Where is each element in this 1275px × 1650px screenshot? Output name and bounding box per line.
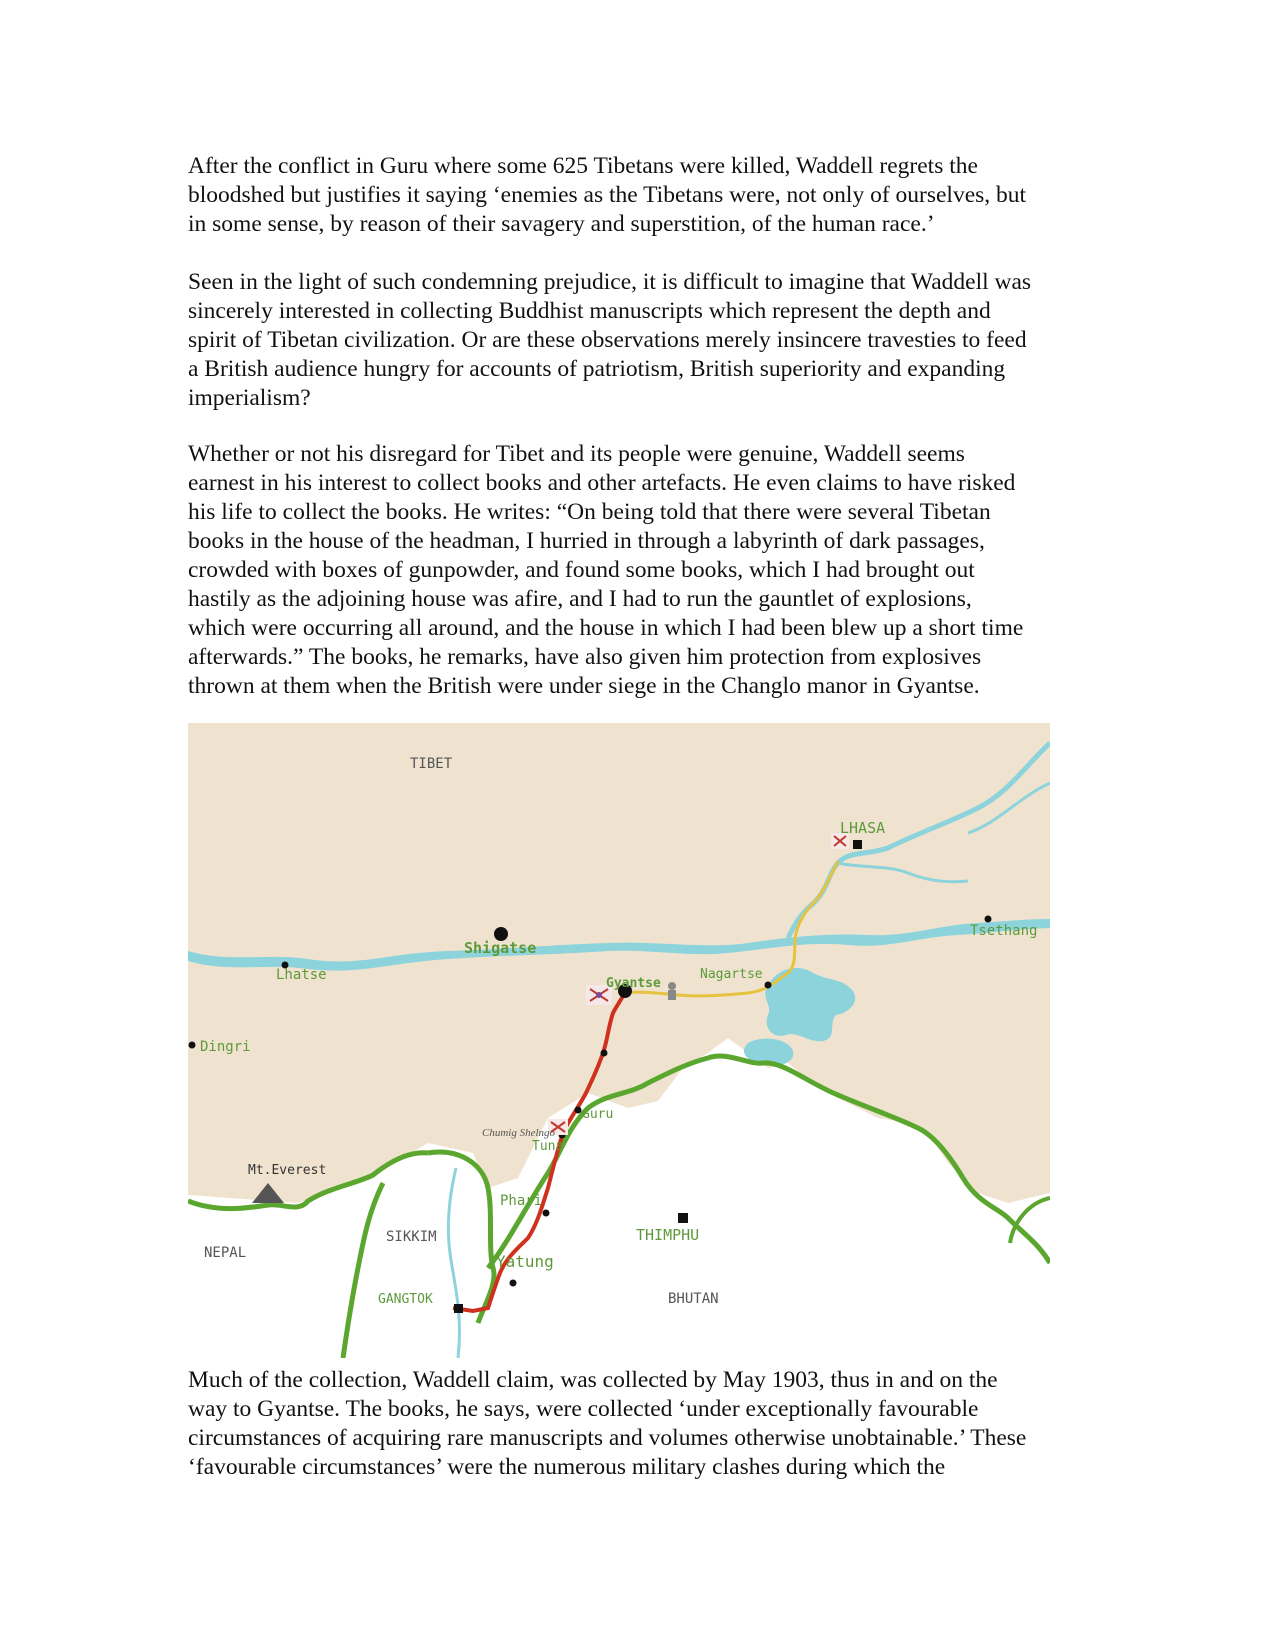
label-gangtok: GANGTOK xyxy=(378,1292,433,1307)
nagartse-dot-icon xyxy=(765,982,772,989)
label-phari: Phari xyxy=(500,1193,543,1209)
label-sikkim: SIKKIM xyxy=(386,1229,437,1245)
paragraph-prejudice: Seen in the light of such condemning prejudice, it is difficult to imagine that Waddell was sincerely interested in collecting Buddhist manuscripts which represent the depth and spirit of Tibetan civilization. Or are these observations merely insincere travesties to feed a British audience hungry for accounts of patriotism, British superiority and expanding imperialism? xyxy=(188,269,1032,411)
label-nagartse: Nagartse xyxy=(700,967,763,982)
label-thimphu: THIMPHU xyxy=(636,1226,700,1244)
label-chumig: Chumig Shelngo xyxy=(482,1127,556,1139)
stop-dot-4 xyxy=(543,1210,550,1217)
expedition-route-map xyxy=(188,723,1050,1358)
label-lhatse: Lhatse xyxy=(276,967,327,983)
soldier-icon xyxy=(668,982,676,1000)
stop-dot-2 xyxy=(575,1107,582,1114)
paragraph-book-collecting: Whether or not his disregard for Tibet and its people were genuine, Waddell seems earnest in his interest to collect books and other artefacts. He even claims to have risked his life to collect the books. He writes: “On being told that there were several Tibetan books in the house of the headman, I hurried in through a labyrinth of dark passages, crowded with boxes of gunpowder, and found some books, which I had brought out hastily as the adjoining house was afire, and I had to run the gauntlet of explosions, which were occurring all around, and the house in which I had been blew up a short time afterwards.” The books, he remarks, have also given him protection from explosives thrown at them when the British were under siege in the Changlo manor in Gyantse. xyxy=(188,441,1024,699)
dingri-dot-icon xyxy=(189,1042,196,1049)
label-nepal: NEPAL xyxy=(204,1245,247,1261)
paragraph-collection-timing: Much of the collection, Waddell claim, was collected by May 1903, thus in and on the way to Gyantse. The books, he says, were collected ‘under exceptionally favourable circumstances of acquiring rare manuscripts and volumes otherwise unobtainable.’ These ‘favourable circumstances’ were the numerous military clashes during which the xyxy=(188,1367,1027,1480)
label-bhutan: BHUTAN xyxy=(668,1291,719,1307)
label-dingri: Dingri xyxy=(200,1039,251,1055)
paragraph-guru-conflict: After the conflict in Guru where some 625 Tibetans were killed, Waddell regrets the bloodshed but justifies it saying ‘enemies as the Tibetans were, not only of ourselves, but in some sense, by reason of their savagery and superstition, of the human race.’ xyxy=(188,153,1027,237)
label-tibet: TIBET xyxy=(410,756,453,772)
tsethang-dot-icon xyxy=(985,916,992,923)
thimphu-city-square-icon xyxy=(678,1213,688,1223)
label-guru: Guru xyxy=(582,1107,614,1122)
label-gyantse: Gyantse xyxy=(606,976,661,991)
label-tsethang: Tsethang xyxy=(970,923,1038,939)
label-tuna: Tuna xyxy=(532,1139,564,1154)
gangtok-city-square-icon xyxy=(454,1304,463,1313)
lhasa-city-square-icon xyxy=(853,840,862,849)
stop-dot-1 xyxy=(601,1050,608,1057)
label-yatung: Yatung xyxy=(496,1252,554,1271)
label-lhasa: LHASA xyxy=(840,819,886,837)
label-everest: Mt.Everest xyxy=(248,1163,327,1178)
stop-dot-5 xyxy=(510,1280,517,1287)
label-shigatse: Shigatse xyxy=(464,939,537,957)
